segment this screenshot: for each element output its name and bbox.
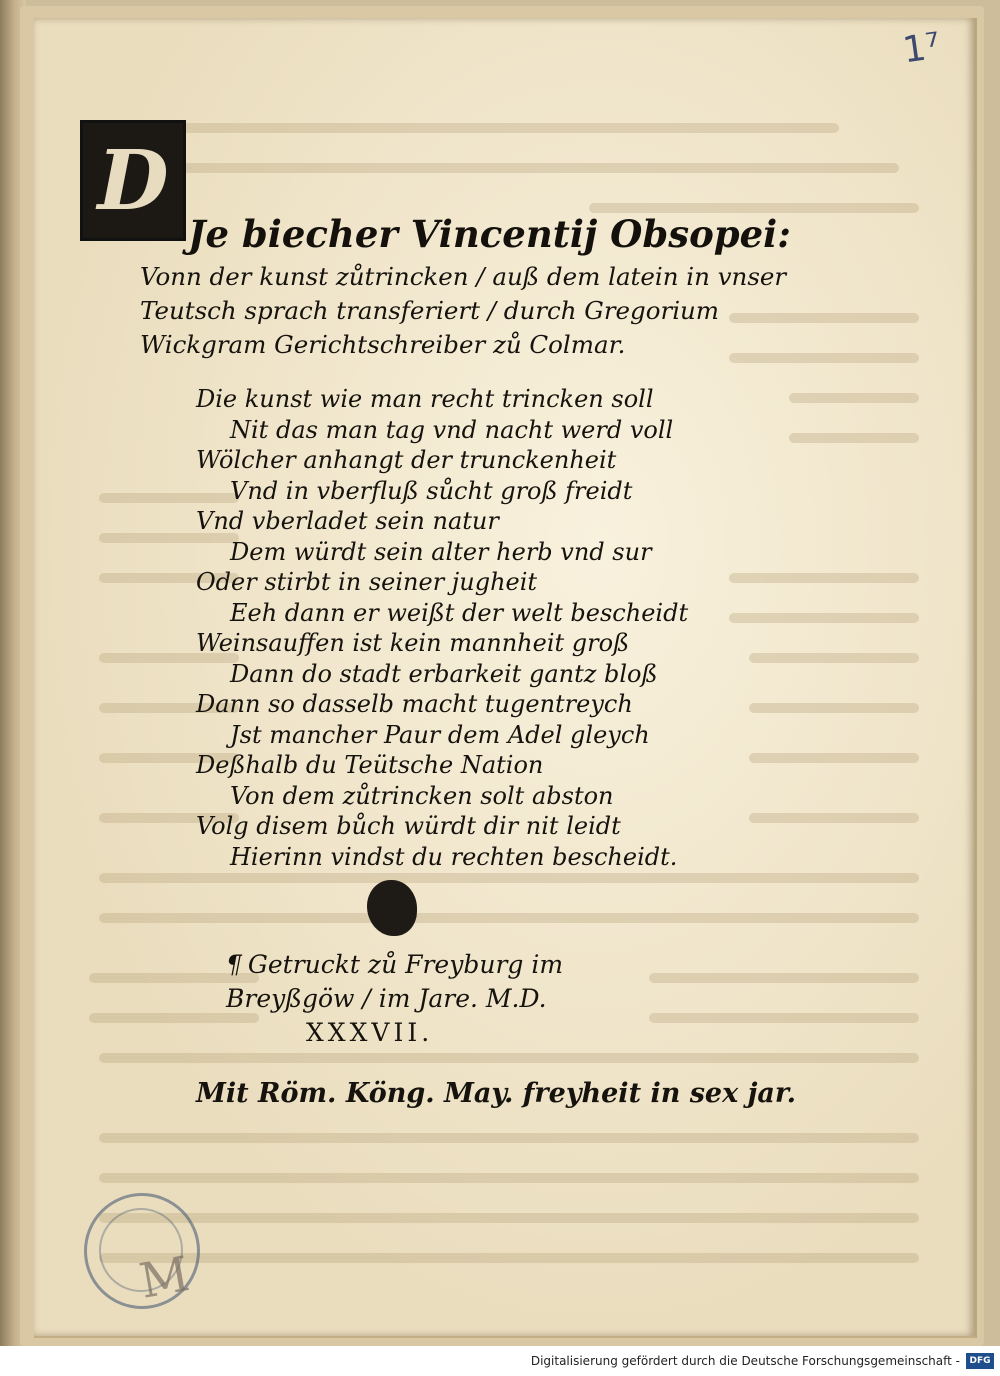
ink-blot <box>367 880 417 936</box>
decorated-initial <box>80 120 186 241</box>
poem-line: Hierinn vindst du rechten bescheidt. <box>230 842 678 871</box>
marginal-note: M <box>135 1246 194 1310</box>
subtitle-line: Teutsch sprach transferiert / durch Gregorium <box>140 296 720 325</box>
funding-credit: Digitalisierung gefördert durch die Deutsche Forschungsgemeinschaft - <box>530 1354 960 1368</box>
shelfmark-annotation: 1⁷ <box>899 25 943 72</box>
poem-line: Oder stirbt in seiner jugheit <box>196 568 538 596</box>
imprint-line <box>226 948 563 982</box>
poem-line: Die kunst wie man recht trincken soll <box>196 385 654 413</box>
poem-line: Nit das man tag vnd nacht werd voll <box>230 415 674 444</box>
poem-line: Deßhalb du Teütsche Nation <box>196 751 544 779</box>
dfg-logo[interactable]: DFG <box>966 1353 994 1369</box>
poem-line: Dem würdt sein alter herb vnd sur <box>230 537 652 566</box>
poem-line: Vnd vberladet sein natur <box>196 507 499 535</box>
footer-bar <box>0 1346 1000 1376</box>
poem-line: Dann do stadt erbarkeit gantz bloß <box>230 659 658 688</box>
initial-letter: D <box>97 132 169 229</box>
poem <box>196 384 688 872</box>
privilege-line: Mit Röm. Köng. May. freyheit in sex jar. <box>196 1078 797 1109</box>
poem-line: Vnd in vberfluß sůcht groß freidt <box>230 476 633 505</box>
imprint-place: Getruckt zů Freyburg im <box>247 950 564 979</box>
poem-line: Eeh dann er weißt der welt bescheidt <box>230 598 689 627</box>
poem-line: Weinsauffen ist kein mannheit groß <box>196 629 630 657</box>
poem-line: Von dem zůtrincken solt abston <box>230 781 614 810</box>
book-title: Je biecher Vincentij Obsopei: <box>188 212 791 256</box>
pilcrow-icon: ¶ <box>226 950 242 979</box>
poem-line: Volg disem bůch würdt dir nit leidt <box>196 812 621 840</box>
imprint-line: Breyßgöw / im Jare. M.D. <box>226 984 547 1013</box>
subtitle-line: Vonn der kunst zůtrincken / auß dem latein in vnser <box>140 262 787 291</box>
subtitle-block <box>140 260 860 362</box>
poem-line: Wölcher anhangt der trunckenheit <box>196 446 617 474</box>
poem-line: Jst mancher Paur dem Adel gleych <box>230 720 650 749</box>
subtitle-line: Wickgram Gerichtschreiber zů Colmar. <box>140 330 626 359</box>
poem-line: Dann so dasselb macht tugentreych <box>196 690 633 718</box>
imprint-year: XXXVII. <box>306 1018 434 1047</box>
imprint <box>226 948 563 1050</box>
